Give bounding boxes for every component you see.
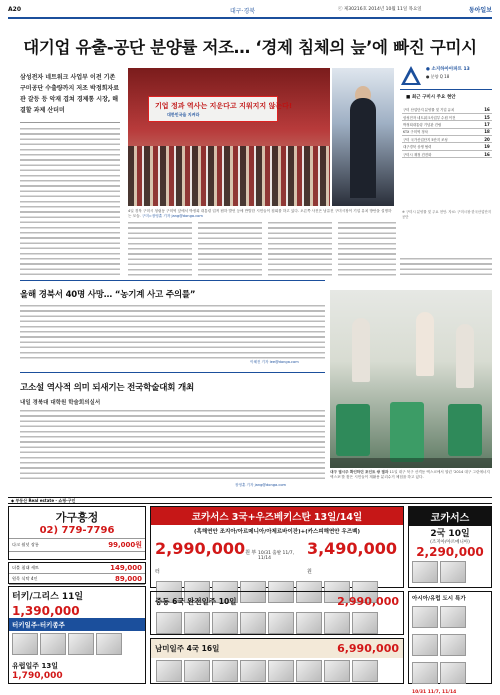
article-column-6: [400, 258, 492, 278]
article-column-2: [128, 222, 192, 277]
caption-title: 대구 열시주 확인하던 포인트 쌍 결과: [330, 470, 389, 474]
ad-detail: (조지아/아르메니아): [430, 540, 470, 545]
price-row: [151, 537, 403, 579]
page-number: A20: [8, 6, 21, 13]
table-cell: 18: [482, 128, 492, 135]
price-main: 2,990,000: [155, 539, 246, 558]
table-row: [402, 136, 492, 143]
photo-overlay: [330, 458, 492, 468]
product-image: [184, 660, 210, 682]
sidebar-footnote: ※ 구미시 분양률 및 주요 현안. 자료: 구미시청·한국산업단지공단: [402, 210, 492, 219]
table-cell: 구미시 재정 건전화: [402, 150, 482, 157]
article-column-4: [268, 222, 332, 277]
ad-item: [9, 538, 145, 552]
table-row: [402, 128, 492, 135]
person-figure: [456, 324, 474, 388]
product-image: [40, 633, 66, 655]
lead-summary: 삼성전자 네트워크 사업부 이전 기존 구미공단 수출량까지 저조 박정희자료관 갈등 등 악재 겹쳐 경제통 시장, 해결할 과제 산더미: [20, 74, 120, 114]
ad-section-header: [8, 497, 492, 504]
middle-east-tour-ad[interactable]: [150, 591, 404, 635]
sidebar-subheading: ● 분양 Q 18: [426, 74, 450, 79]
price-unit: 원: [306, 569, 312, 575]
table-row: [402, 106, 492, 113]
promo-subtitle: 터키일주-터키종주: [9, 618, 145, 631]
product-image: [268, 660, 294, 682]
table-cell: 19: [482, 143, 492, 150]
photo-credit: 구미=장영훈 기자 jang@donga.com: [141, 214, 203, 218]
south-america-tour-ad[interactable]: [150, 638, 404, 684]
table-cell: 16: [482, 150, 492, 157]
article-column-1: [20, 128, 120, 278]
ad-subtitle: (흑해연안 조지아/아르메니아/아제르바이잔)+(카스피해연안 우즈벡): [194, 529, 360, 535]
ad-price: 2,290,000: [416, 545, 484, 559]
story2-headline: 올해 경북서 40명 사망… “농기계 사고 주의를”: [20, 290, 196, 300]
product-image: [268, 612, 294, 634]
price-alt: 3,490,000: [306, 539, 398, 558]
product-image: [440, 634, 466, 656]
table-cell: 박정희대통령 기념관 건립: [402, 121, 482, 128]
section-divider: [20, 372, 325, 373]
product-image: [240, 660, 266, 682]
table-row: [402, 113, 492, 120]
recycling-photo: [330, 290, 492, 468]
story2-body: [20, 305, 325, 360]
product-image: [440, 561, 466, 583]
caucasus-2-country-ad[interactable]: [408, 506, 492, 588]
protest-banner: [148, 96, 293, 122]
promo-title-2: 유럽일주 13일: [12, 662, 58, 670]
product-image: [240, 612, 266, 634]
table-cell: 구미 국가산업단지 5단지 조성: [402, 136, 482, 143]
story3-body: [20, 410, 325, 482]
ad-item-price: 99,000원: [108, 541, 142, 549]
recycle-bin: [390, 402, 424, 462]
ad-item-label: 더블 침대 세트: [12, 565, 39, 570]
product-strip: [409, 559, 491, 589]
section-divider: [20, 280, 325, 281]
product-image: [412, 606, 438, 628]
product-image: [324, 612, 350, 634]
newspaper-logo: 동아일보: [468, 7, 492, 14]
ad-item-price: 149,000: [110, 564, 142, 572]
story3-headline: 고소설 역사적 의미 되새기는 전국학술대회 개최: [20, 383, 195, 393]
product-image: [296, 612, 322, 634]
article-column-3: [198, 222, 262, 277]
table-cell: 대구경북 상생 협력: [402, 143, 482, 150]
product-image: [212, 660, 238, 682]
table-cell: 구미 산업단지 분양률 및 기업 유치: [402, 106, 482, 113]
product-image: [184, 612, 210, 634]
table-cell: 15: [482, 113, 492, 120]
promo-title: 터키/그리스 11일: [12, 592, 84, 602]
ad-item-label: 다크 월넛 장롱: [12, 542, 39, 547]
product-image: [12, 633, 38, 655]
mayor-photo: [332, 68, 394, 206]
ad-banner: 코카서스: [409, 507, 491, 526]
person-figure: [352, 318, 370, 382]
recycle-bin: [336, 404, 370, 456]
ad-strip-label: ◆ 부동산 Real estate · 쇼핑·구인: [11, 497, 76, 503]
product-strip: [151, 611, 403, 639]
promo-price: 1,390,000: [12, 604, 80, 618]
ad-banner: 코카서스 3국+우즈베키스탄 13일/14일: [151, 507, 403, 525]
product-image: [296, 660, 322, 682]
ad-row: [151, 639, 403, 658]
sidebar-rule: [400, 89, 492, 90]
ad-item: [9, 574, 145, 585]
product-image: [352, 612, 378, 634]
rally-photo: [128, 68, 330, 206]
product-strip: [9, 631, 145, 661]
ad-title: 아시아/유럽 도시 특가: [412, 596, 466, 602]
text-block: [20, 128, 120, 278]
product-image: [96, 633, 122, 655]
ad-date: 10/31 11/7, 11/14: [412, 690, 457, 695]
promo-price-2: 1,790,000: [12, 671, 63, 681]
city-deals-ad[interactable]: [408, 591, 492, 695]
table-row: [402, 143, 492, 150]
tour-price: 2,990,000: [337, 595, 399, 608]
table-row: [402, 121, 492, 128]
banner-text: 기업 정과 역사는 지운다고 지워지지 않는다!: [155, 102, 293, 110]
product-image: [412, 561, 438, 583]
crowd-image: [128, 146, 330, 206]
table-cell: 삼성전자 네트워크사업부 수원 이전: [402, 113, 482, 120]
main-headline: 대기업 유출-공단 분양률 저조… ‘경제 침체의 늪’에 빠진 구미시: [23, 38, 477, 57]
travel-ad-left[interactable]: [8, 586, 146, 684]
product-image: [324, 660, 350, 682]
ad-logo: 가구흥정: [55, 511, 99, 524]
product-image: [412, 662, 438, 684]
product-image: [352, 660, 378, 682]
story3-subhead: 내일 경북대 대학원 학술회의실서: [20, 400, 101, 406]
ad-subtitle: 2국 10일: [430, 529, 470, 539]
table-cell: 17: [482, 121, 492, 128]
section-title: 대구·경북: [230, 8, 256, 15]
issues-table: [402, 106, 492, 158]
price-unit: 원 부터: [155, 550, 257, 575]
person-body: [350, 98, 376, 198]
page-header: [8, 6, 492, 16]
furniture-ad[interactable]: [8, 506, 146, 560]
issue-date: ⓒ 제30216호 2014년 10월 11일 목요일: [338, 7, 422, 12]
price-block: [307, 539, 399, 577]
product-image: [412, 634, 438, 656]
caucasus-tour-ad[interactable]: [150, 506, 404, 588]
sidebar-heading: ● 소지하아아파트 13: [426, 67, 470, 72]
ad-item-label: 원목 식탁 4인: [12, 576, 38, 581]
furniture-list-ad[interactable]: [8, 562, 146, 584]
sidebar-title: ■ 최근 구미시 주요 현안: [406, 95, 456, 100]
price-block: [155, 539, 258, 577]
product-image: [440, 606, 466, 628]
product-image: [156, 660, 182, 682]
ad-phone[interactable]: 02) 779-7796: [39, 525, 115, 536]
tour-name: 남미일주 4국 16일: [155, 644, 220, 653]
recycle-bin: [448, 404, 482, 456]
caption-text: 4일 경북 구미시 청림동 구미역 앞에서 박정희 대통령 업적 폄하 발언 등에 반발한 시민들이 집회를 하고 있다. 오른쪽 사진은 남유진 구미시장이 기업 유치 방안을 설명하는 모습.: [128, 209, 392, 218]
table-row: [402, 150, 492, 157]
table-cell: KTX 구미역 정차: [402, 128, 482, 135]
product-image: [156, 612, 182, 634]
product-image: [440, 662, 466, 684]
tour-name: 중동 6국 완전일주 10일: [155, 597, 237, 606]
product-image: [212, 612, 238, 634]
kumho-logo-icon: [400, 65, 422, 87]
photo3-caption: [330, 470, 492, 480]
story2-credit: 이혜진 기자 lee@donga.com: [250, 360, 299, 364]
person-figure: [416, 312, 434, 376]
header-rule: [8, 17, 492, 19]
departure-dates: 10/31 출발 11/7, 11/14: [257, 551, 295, 561]
article-column-5: [338, 222, 396, 277]
photo-caption: [128, 209, 394, 219]
sidebar-box: [400, 62, 492, 254]
ad-item-price: 89,000: [114, 575, 142, 583]
product-strip: [151, 658, 403, 688]
caption-detail: 11일 대구 북구 산격동 엑스코에서 열린 ‘2014 대구 그린에너지 엑스포’를 찾은 시민들이 재활용 분리수거 체험을 하고 있다.: [330, 470, 490, 479]
story3-credit: 장영훈 기자 jang@donga.com: [235, 483, 287, 487]
table-cell: 20: [482, 136, 492, 143]
ad-row: [151, 592, 403, 611]
product-strip: [409, 604, 491, 690]
lead-divider: [20, 122, 120, 123]
ad-item: [9, 563, 145, 574]
tour-price: 6,990,000: [337, 642, 399, 655]
banner-subtext: 대한민국을 지켜라: [167, 112, 200, 117]
table-cell: 16: [482, 106, 492, 113]
product-image: [68, 633, 94, 655]
